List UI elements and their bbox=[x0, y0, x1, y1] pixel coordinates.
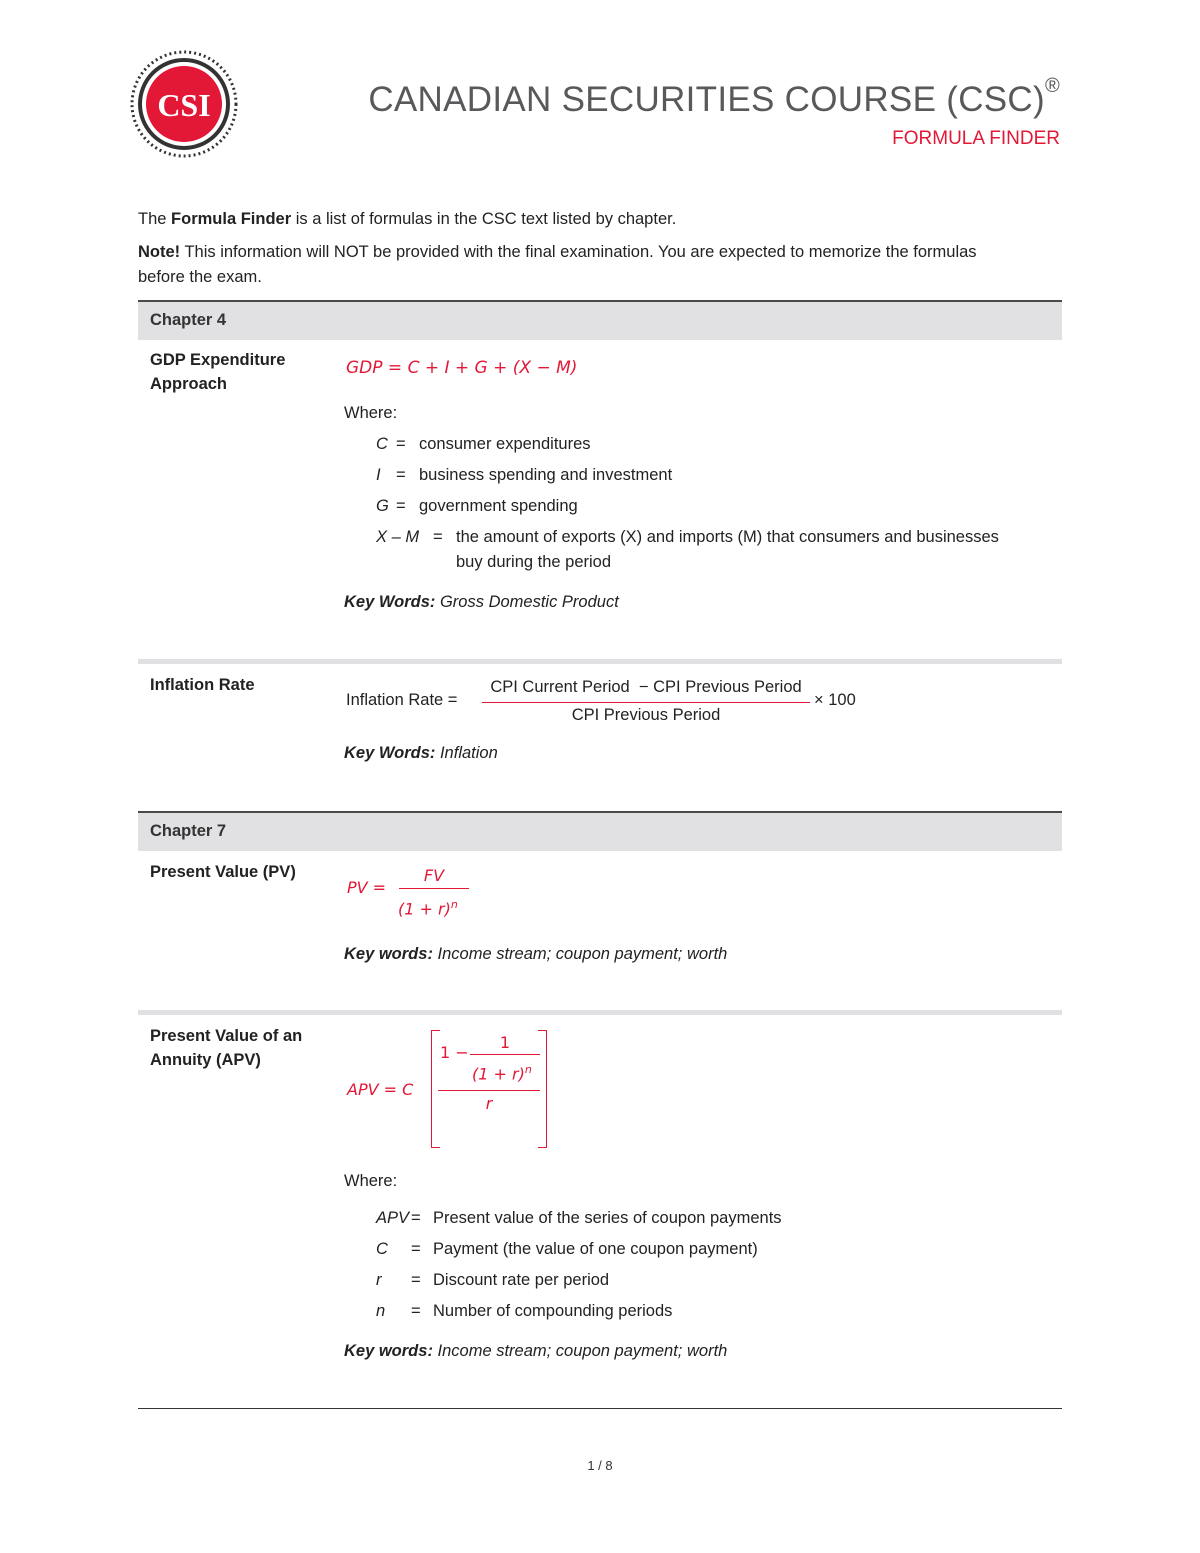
row-label-pv: Present Value (PV) bbox=[150, 863, 296, 881]
where-label: Where: bbox=[344, 404, 398, 422]
inflation-denominator: CPI Previous Period bbox=[571, 706, 721, 724]
row-divider bbox=[138, 1010, 1062, 1015]
footer-rule bbox=[138, 1408, 1062, 1409]
apv-inner-exponent: n bbox=[524, 1063, 532, 1076]
row-label-gdp bbox=[150, 348, 330, 396]
key-words bbox=[344, 945, 727, 964]
pv-numerator: FV bbox=[423, 866, 445, 885]
label-line: Approach bbox=[150, 375, 228, 393]
note-paragraph bbox=[138, 240, 1062, 290]
registered-mark: ® bbox=[1044, 75, 1060, 98]
page-number: 1 / 8 bbox=[587, 1458, 613, 1473]
var-symbol: APV bbox=[376, 1209, 410, 1227]
logo-text: CSI bbox=[157, 87, 211, 123]
pv-lhs: PV = bbox=[347, 878, 387, 897]
var-equals: = bbox=[411, 1271, 421, 1289]
chapter-heading-text: Chapter 7 bbox=[150, 822, 227, 840]
row-label-apv bbox=[150, 1024, 330, 1072]
gdp-formula: GDP = C + I + G + (X − M) bbox=[346, 358, 578, 378]
var-symbol: n bbox=[376, 1302, 386, 1320]
var-equals: = bbox=[396, 466, 406, 484]
key-words-label: Key words: bbox=[344, 945, 433, 963]
var-description: Payment (the value of one coupon payment) bbox=[433, 1240, 758, 1258]
var-equals: = bbox=[396, 435, 406, 453]
apv-inner-denominator bbox=[472, 1063, 532, 1083]
row-label-inflation: Inflation Rate bbox=[150, 676, 255, 694]
outer-fraction-bar bbox=[438, 1090, 540, 1091]
var-description: the amount of exports (X) and imports (M) that consumers and businesses bbox=[456, 528, 999, 546]
var-symbol: I bbox=[376, 466, 381, 484]
var-symbol: C bbox=[376, 435, 388, 453]
apv-lhs: APV = C bbox=[347, 1080, 414, 1099]
intro-bold: Formula Finder bbox=[171, 210, 292, 228]
intro-suffix: is a list of formulas in the CSC text listed by chapter. bbox=[291, 210, 677, 228]
chapter-heading-text: Chapter 4 bbox=[150, 311, 227, 329]
var-equals: = bbox=[411, 1240, 421, 1258]
key-words-text: Gross Domestic Product bbox=[435, 593, 619, 611]
apv-inner-den-base: (1 + r) bbox=[472, 1064, 525, 1084]
key-words-label: Key Words: bbox=[344, 593, 436, 611]
var-description: business spending and investment bbox=[419, 466, 673, 484]
var-equals: = bbox=[411, 1302, 421, 1320]
var-equals: = bbox=[433, 528, 443, 546]
page-subtitle: FORMULA FINDER bbox=[892, 128, 1060, 149]
key-words-text: Income stream; coupon payment; worth bbox=[432, 1342, 728, 1360]
inflation-numerator: CPI Current Period − CPI Previous Period bbox=[490, 678, 802, 696]
inflation-multiplier: × 100 bbox=[814, 691, 856, 709]
apv-one-minus: 1 − bbox=[440, 1043, 469, 1062]
var-description: Number of compounding periods bbox=[433, 1302, 673, 1320]
var-equals: = bbox=[396, 497, 406, 515]
key-words-label: Key words: bbox=[344, 1342, 433, 1360]
label-line: GDP Expenditure bbox=[150, 351, 286, 369]
row-divider bbox=[138, 659, 1062, 664]
pv-exponent: n bbox=[450, 898, 458, 911]
pv-denominator bbox=[398, 898, 458, 918]
label-line: Present Value of an bbox=[150, 1027, 303, 1045]
label-line: Annuity (APV) bbox=[150, 1051, 261, 1069]
left-bracket bbox=[431, 1030, 440, 1148]
var-symbol: X – M bbox=[376, 528, 420, 546]
var-description: Discount rate per period bbox=[433, 1271, 610, 1289]
chapter-heading bbox=[138, 813, 1062, 851]
var-description: consumer expenditures bbox=[419, 435, 591, 453]
chapter-heading bbox=[138, 302, 1062, 340]
key-words bbox=[344, 1342, 727, 1361]
var-equals: = bbox=[411, 1209, 421, 1227]
var-description: Present value of the series of coupon payments bbox=[433, 1209, 782, 1227]
inner-fraction-bar bbox=[470, 1054, 540, 1055]
csi-logo bbox=[128, 48, 240, 160]
where-label: Where: bbox=[344, 1172, 398, 1190]
fraction-bar bbox=[482, 702, 810, 703]
var-description-cont: buy during the period bbox=[456, 553, 612, 571]
note-text-2: before the exam. bbox=[138, 268, 262, 286]
key-words-text: Inflation bbox=[435, 744, 498, 762]
var-symbol: C bbox=[376, 1240, 388, 1258]
var-symbol: r bbox=[376, 1271, 382, 1289]
title-text: CANADIAN SECURITIES COURSE (CSC) bbox=[368, 80, 1045, 119]
intro-prefix: The bbox=[138, 210, 172, 228]
key-words-text: Income stream; coupon payment; worth bbox=[432, 945, 728, 963]
inflation-lhs: Inflation Rate = bbox=[346, 691, 458, 709]
note-text: This information will NOT be provided with the final examination. You are expected to memorize the formulas bbox=[180, 243, 977, 261]
key-words bbox=[344, 593, 619, 612]
page-title bbox=[368, 75, 1060, 120]
key-words bbox=[344, 744, 498, 763]
var-symbol: G bbox=[376, 497, 389, 515]
pv-denominator-base: (1 + r) bbox=[398, 899, 451, 919]
note-label: Note! bbox=[138, 243, 181, 261]
apv-outer-denominator: r bbox=[485, 1094, 493, 1113]
var-description: government spending bbox=[419, 497, 578, 515]
fraction-bar bbox=[399, 888, 469, 889]
intro-line bbox=[138, 207, 1062, 232]
key-words-label: Key Words: bbox=[344, 744, 436, 762]
apv-inner-numerator: 1 bbox=[499, 1033, 511, 1052]
